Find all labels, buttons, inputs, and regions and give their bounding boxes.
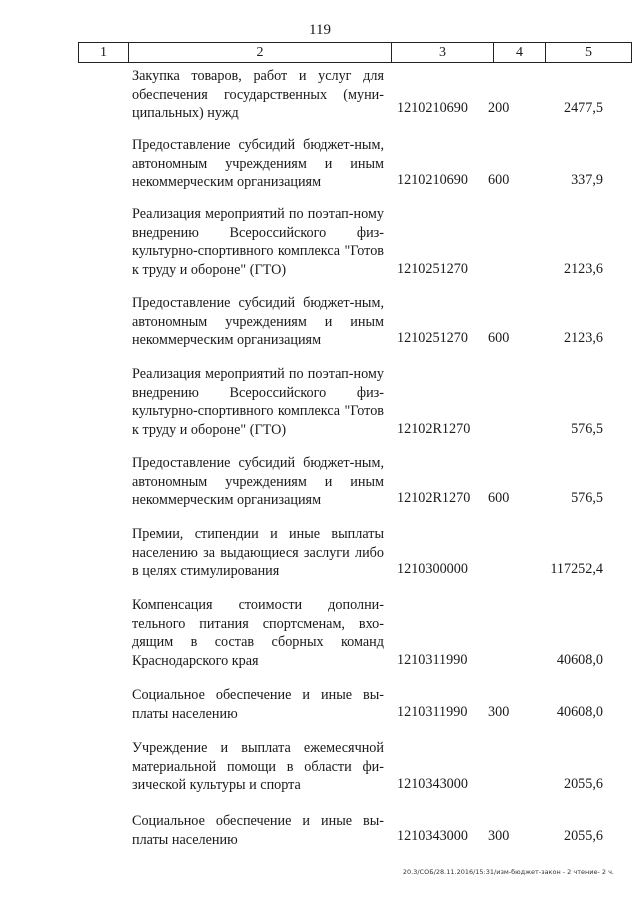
row-amount: 40608,0 <box>556 652 603 668</box>
row-code: 1210251270 <box>397 261 468 277</box>
row-code: 1210311990 <box>397 652 468 668</box>
row-amount: 2477,5 <box>563 100 603 116</box>
row-type: 200 <box>488 100 510 116</box>
header-col-4: 4 <box>494 43 546 62</box>
row-code: 1210210690 <box>397 172 468 188</box>
row-code: 1210343000 <box>397 828 468 844</box>
row-description: Предоставление субсидий бюджет-ным, автономным учреждениям и иным некоммерческим организациям <box>132 295 384 349</box>
footer-stamp: 20.3/СОБ/28.11.2016/15:31/изм-бюджет-закон - 2 чтение- 2 ч. <box>402 868 614 876</box>
row-code: 1210210690 <box>397 100 468 116</box>
row-code: 1210300000 <box>397 561 468 577</box>
row-description: Закупка товаров, работ и услуг для обеспечения государственных (муни-ципальных) нужд <box>132 68 384 122</box>
row-amount: 337,9 <box>571 172 603 188</box>
row-description: Учреждение и выплата ежемесячной материальной помощи в области фи-зической культуры и спорта <box>132 740 384 794</box>
header-col-3: 3 <box>392 43 494 62</box>
row-code: 1210343000 <box>397 776 468 792</box>
row-description: Предоставление субсидий бюджет-ным, автономным учреждениям и иным некоммерческим организациям <box>132 137 384 191</box>
row-amount: 2055,6 <box>563 828 603 844</box>
row-code: 1210311990 <box>397 704 468 720</box>
row-description: Реализация мероприятий по поэтап-ному внедрению Всероссийского физ-культурно-спортивного комплекса "Готов к труду и обороне" (ГТО) <box>132 206 384 278</box>
row-description: Компенсация стоимости дополни-тельного питания спортсменам, вхо-дящим в состав сборных команд Краснодарского края <box>132 597 384 669</box>
row-amount: 576,5 <box>571 490 603 506</box>
row-amount: 2123,6 <box>563 330 603 346</box>
row-description: Премии, стипендии и иные выплаты населению за выдающиеся заслуги либо в целях стимулирования <box>132 526 384 580</box>
header-col-1: 1 <box>79 43 129 62</box>
row-amount: 576,5 <box>571 421 603 437</box>
row-code: 12102R1270 <box>397 490 471 506</box>
row-code: 12102R1270 <box>397 421 471 437</box>
row-description: Реализация мероприятий по поэтап-ному внедрению Всероссийского физ-культурно-спортивного комплекса "Готов к труду и обороне" (ГТО) <box>132 366 384 438</box>
row-amount: 2055,6 <box>563 776 603 792</box>
row-type: 600 <box>488 330 510 346</box>
row-type: 300 <box>488 828 510 844</box>
row-type: 600 <box>488 172 510 188</box>
row-description: Предоставление субсидий бюджет-ным, автономным учреждениям и иным некоммерческим организациям <box>132 455 384 509</box>
row-amount: 2123,6 <box>563 261 603 277</box>
header-col-5: 5 <box>585 45 592 60</box>
row-code: 1210251270 <box>397 330 468 346</box>
row-description: Социальное обеспечение и иные вы-платы населению <box>132 687 384 722</box>
row-type: 300 <box>488 704 510 720</box>
header-col-2: 2 <box>129 43 392 62</box>
row-description: Социальное обеспечение и иные вы-платы населению <box>132 813 384 848</box>
row-amount: 40608,0 <box>556 704 603 720</box>
row-type: 600 <box>488 490 510 506</box>
row-amount: 117252,4 <box>550 561 603 577</box>
table-header <box>78 42 632 63</box>
page-number: 119 <box>309 22 331 38</box>
